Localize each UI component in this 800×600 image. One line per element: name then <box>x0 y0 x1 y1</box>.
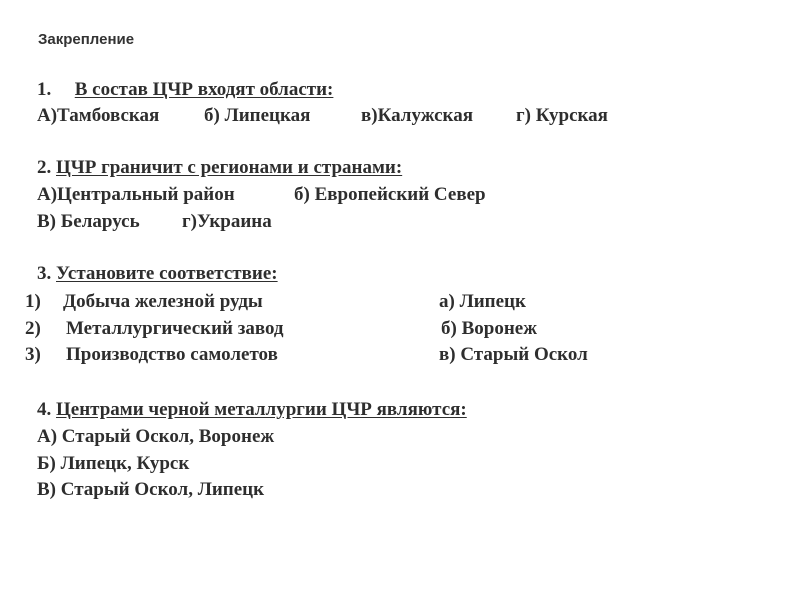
question-1-number: 1. <box>37 79 52 100</box>
question-1-option-d: г) Курская <box>516 105 608 126</box>
question-1-option-c: в)Калужская <box>361 105 473 126</box>
question-4-option-a: А) Старый Оскол, Воронеж <box>37 426 275 447</box>
question-1-option-b: б) Липецкая <box>204 105 311 126</box>
question-4-option-b: Б) Липецк, Курск <box>37 453 190 474</box>
question-1-options <box>37 104 737 128</box>
question-2-options-row-1 <box>37 183 737 207</box>
matching-row-3-number: 3) <box>25 344 41 365</box>
question-2-option-b: б) Европейский Север <box>294 184 486 205</box>
question-2-option-c: В) Беларусь <box>37 211 140 232</box>
matching-row-2-number: 2) <box>25 318 41 339</box>
question-3 <box>37 262 278 286</box>
question-1-text: В состав ЦЧР входят области: <box>74 79 334 100</box>
matching-row-2-right: б) Воронеж <box>441 318 537 339</box>
question-1 <box>37 78 333 102</box>
question-4-number: 4. <box>37 399 52 420</box>
question-2-option-d: г)Украина <box>182 211 272 232</box>
matching-row-1 <box>25 290 745 314</box>
question-4-option-c: В) Старый Оскол, Липецк <box>37 479 265 500</box>
question-4 <box>37 398 467 422</box>
matching-row-1-number: 1) <box>25 291 41 312</box>
question-2 <box>37 156 402 180</box>
slide-title: Закрепление <box>38 31 135 48</box>
question-2-option-a: А)Центральный район <box>37 184 235 205</box>
question-2-text: ЦЧР граничит с регионами и странами: <box>56 157 403 178</box>
question-1-option-a: А)Тамбовская <box>37 105 160 126</box>
question-2-options-row-2 <box>37 210 737 234</box>
question-3-number: 3. <box>37 263 52 284</box>
matching-row-3-right: в) Старый Оскол <box>439 344 588 365</box>
question-2-number: 2. <box>37 157 52 178</box>
matching-row-3 <box>25 343 745 367</box>
matching-row-3-left: Производство самолетов <box>66 344 278 365</box>
question-4-text: Центрами черной металлургии ЦЧР являются: <box>56 399 467 420</box>
matching-row-1-right: а) Липецк <box>439 291 526 312</box>
question-3-text: Установите соответствие: <box>56 263 278 284</box>
matching-row-2 <box>25 317 745 341</box>
matching-row-2-left: Металлургический завод <box>66 318 284 339</box>
matching-row-1-left: Добыча железной руды <box>63 291 263 312</box>
